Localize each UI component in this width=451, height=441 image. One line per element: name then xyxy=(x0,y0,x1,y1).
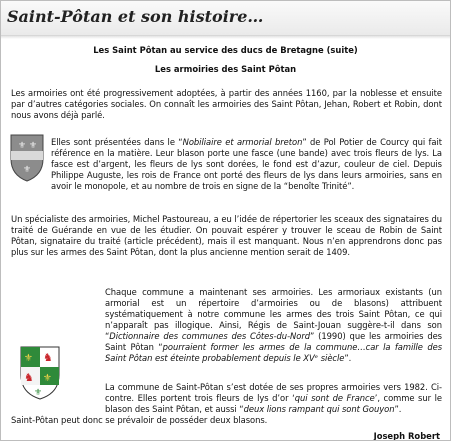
p4-text-a: Chaque commune a maintenant ses armoiries. Les armoriaux existants (un armorial est un répertoire d’armoiries ou de blasons) attribuent systématiquement à notre commune les armes des trois Saint Pôtan, ce qui n’apparaît pas illogique. Ainsi, Régis de Saint-Jouan suggère-t-il dans son “ xyxy=(105,287,442,341)
paragraph-intro: Les armoiries ont été progressivement adoptées, à partir des années 1160, par la noblesse et ensuite par d’autres catégories sociales. On connaît les armoiries des Saint Pôtan, Jehan, Robert et Robin, dont nous avons déjà parlé. xyxy=(11,88,442,120)
p2-book-title: Nobiliaire et armorial breton xyxy=(182,137,303,147)
header-bar xyxy=(1,1,450,36)
author-signature: Joseph Robert xyxy=(373,431,440,441)
p5-quote-gouyon: deux lions rampant qui sont Gouyon xyxy=(243,404,395,414)
svg-text:♞: ♞ xyxy=(43,351,53,364)
coat-of-arms-commune-icon xyxy=(19,345,61,401)
p4-text-b: ” (1990) que les armoiries des Saint Pôtan “ xyxy=(105,331,442,352)
paragraph-commune-1982 xyxy=(105,382,442,415)
page-title: Saint-Pôtan et son histoire… xyxy=(7,7,264,26)
p5-text-a: La commune de Saint-Pôtan s’est dotée de ses propres armoiries vers 1982. Ci-contre. Elles portent trois fleurs de lys d’or ‘ xyxy=(105,382,442,403)
p2-text-b: ” de Pol Potier de Courcy qui fait référence en la matière. Leur blason porte une fasce (une bande) avec trois fleurs de lys. La fasce est d’argent, les fleurs de lys sont dorées, le fond est d’azur, couleur de ciel. Depuis Philippe Auguste, les rois de France ont porté des fleurs de lys dans leurs armoiries, sans en avoir le monopole, et au nombre de trois en signe de la “benoîte Trinité”. xyxy=(51,137,442,191)
paragraph-armorial xyxy=(51,137,442,192)
paragraph-seals: Un spécialiste des armoiries, Michel Pastoureau, a eu l’idée de répertorier les sceaux des signataires du traité de Guérande en vue de les étudier. On pouvait espérer y trouver le sceau de Robin de Saint Pôtan, signataire du traité (article précédent), mais il est manquant. Nous n’en apprendrons donc pas plus sur les armes des Saint Pôtan, dont la plus ancienne mention serait de 1409. xyxy=(11,214,442,257)
p4-dictionary-title: Dictionnaire des communes des Côtes-du-Nord xyxy=(109,331,310,341)
paragraph-conclusion: Saint-Pôtan peut donc se prévaloir de posséder deux blasons. xyxy=(11,415,268,425)
paragraph-commune-arms xyxy=(105,287,442,364)
article-subtitle-1: Les Saint Pôtan au service des ducs de Bretagne (suite) xyxy=(93,45,358,55)
svg-text:⚜: ⚜ xyxy=(29,141,38,151)
svg-text:⚜: ⚜ xyxy=(34,388,43,398)
p5-text-c: ”. xyxy=(394,404,402,414)
p2-text-a: Elles sont présentées dans le “ xyxy=(51,137,183,147)
p5-quote-france: qui sont de France xyxy=(294,393,375,403)
header-shadow xyxy=(1,35,450,39)
p4-text-c: ”. xyxy=(344,353,352,363)
svg-text:⚜: ⚜ xyxy=(24,353,33,364)
p4-quote: pourraient former les armes de la commune…car la famille des Saint Pôtan est éteinte probablement depuis le XVᵉ siècle xyxy=(105,342,443,363)
coat-of-arms-family-icon xyxy=(9,133,45,183)
svg-text:♞: ♞ xyxy=(24,371,34,384)
svg-text:⚜: ⚜ xyxy=(18,141,27,151)
svg-text:⚜: ⚜ xyxy=(23,165,32,175)
p5-text-b: ’, comme sur le blason des Saint Pôtan, et aussi “ xyxy=(105,393,442,414)
svg-text:⚜: ⚜ xyxy=(43,373,52,384)
article-subtitle-2: Les armoiries des Saint Pôtan xyxy=(154,64,297,74)
